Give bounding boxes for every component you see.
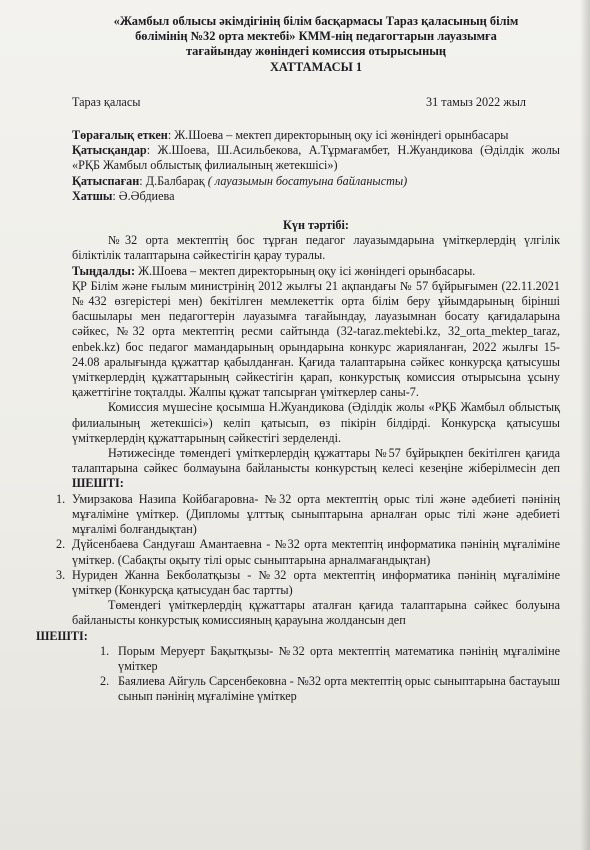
list-item bbox=[56, 491, 560, 538]
chair-label: Төрағалық еткен bbox=[72, 128, 168, 143]
commission-paragraph: Комиссия мүшесіне қосымша Н.Жуандикова (Әділдік жолы «РҚБ Жамбыл облыстық филиалының жетекшісі») келіп қатысып, өз пікірін білдірді. Конкурсқа қатысушы үміткерлердің құжаттарының сәйкестігі зерделенді. bbox=[72, 400, 560, 445]
date: 31 тамыз 2022 жыл bbox=[426, 94, 526, 109]
list-item-text: Нуриден Жанна Бекболатқызы - №32 орта мектептің информатика пәнінің мұғаліміне үміткер (Конкурсқа қатысудан бас тартты) bbox=[72, 567, 560, 597]
accepted-paragraph bbox=[36, 598, 560, 644]
agenda-text: №32 орта мектептің бос тұрған педагог лауазымдарына үміткерлердің үлгілік біліктілік талаптарына сәйкестігін қарау туралы. bbox=[72, 233, 560, 263]
list-item bbox=[100, 674, 560, 704]
document-content bbox=[36, 14, 560, 705]
list-number: 3. bbox=[56, 567, 66, 582]
listened-body: ҚР Білім және ғылым министрінің 2012 жылғы 21 ақпандағы № 57 бұйрығымен (22.11.2021 №432 өзгерістері мен) бекітілген мемлекеттік орта білім беру ұйымдарының бірінші басшылары мен педагогтерін лауазымға тағайындау, лауазымнан босату қағидаларына сәйкес, №32 орта мектептің ресми сайтында (32-taraz.mektebi.kz, 32_orta_mektep_taraz, enbek.kz) бос педагог мамандарының орындарына конкурс жарияланған, 2022 жылғы 15-24.08 аралығында құжаттар қабылданған. Қағида талаптарына сәйкес конкурсқа қатысушы үміткерлердің құжаттарының сәйкестігін қарап, конкурстық комиссия отырысына ұсыну қажеттігіне тоқталды. Жалпы құжат тапсырған үміткерлер саны-7. bbox=[72, 278, 560, 400]
list-item bbox=[56, 537, 560, 567]
participants-text: : Ж.Шоева, Ш.Асильбекова, А.Тұрмағамбет, Н.Жуандикова (Әділдік жолы «РҚБ Жамбыл облыстық филиалының жетекшісі») bbox=[72, 143, 560, 173]
secretary-text: : Ә.Әбдиева bbox=[112, 188, 175, 203]
list-item bbox=[56, 567, 560, 598]
accepted-list bbox=[72, 644, 560, 705]
absent-line bbox=[72, 174, 560, 189]
listened-label: Тыңдалды: bbox=[72, 263, 136, 278]
list-item-text: Умирзакова Назипа Койбагаровна- №32 орта мектептің орыс тілі және әдебиеті пәнінің мұғаліміне үміткер. (Дипломы ұлттық сыныптарына арналған орыс тілі және әдебиеті мұғалімі болғандықтан) bbox=[72, 491, 560, 537]
title-line: бөлімінің №32 орта мектебі» КММ-нің педагогтарын лауазымға bbox=[135, 29, 497, 44]
list-number: 2. bbox=[100, 674, 110, 689]
absent-note: ( лауазымын босатуына байланысты) bbox=[207, 173, 408, 188]
listened-text: Ж.Шоева – мектеп директорының оқу ісі жөніндегі орынбасары. bbox=[135, 263, 476, 278]
list-item-text: Баялиева Айгуль Сарсенбековна - №32 орта мектептің орыс сыныптарына бастауыш сынып пәнінің мұғаліміне үміткер bbox=[118, 674, 560, 704]
decision-label: ШЕШТІ: bbox=[36, 628, 88, 643]
document-title bbox=[78, 14, 554, 75]
chair-text: : Ж.Шоева – мектеп директорының оқу ісі жөніндегі орынбасары bbox=[167, 128, 509, 143]
participants-label: Қатысқандар bbox=[72, 143, 147, 158]
absent-label: Қатыспаған bbox=[72, 173, 140, 188]
list-number: 2. bbox=[56, 537, 66, 552]
meeting-meta bbox=[72, 128, 560, 204]
title-protocol: ХАТТАМАСЫ 1 bbox=[269, 59, 363, 74]
listened-line bbox=[72, 264, 560, 279]
agenda-title: Күн тәртібі: bbox=[283, 218, 349, 233]
rejected-list bbox=[56, 491, 560, 598]
accepted-text: Төмендегі үміткерлердің құжаттары аталған қағида талаптарына сәйкес болуына байланысты конкурстық комиссияның қарауына жолдансын деп bbox=[72, 598, 560, 628]
list-item bbox=[100, 643, 560, 674]
absent-text: : Д.Балбарақ bbox=[139, 173, 208, 188]
result-paragraph bbox=[72, 446, 560, 492]
decision-label: ШЕШТІ: bbox=[72, 476, 124, 491]
secretary-line bbox=[72, 189, 560, 204]
secretary-label: Хатшы bbox=[72, 188, 113, 203]
place-date-row bbox=[72, 95, 560, 110]
chair-line bbox=[72, 128, 560, 143]
page-edge-shadow bbox=[580, 0, 590, 850]
result-text: Нәтижесінде төмендегі үміткерлердің құжаттары №57 бұйрықпен бекітілген қағида талаптарына сәйкес болмауына байланысты конкурстың келесі кезеңіне жіберілмесін деп bbox=[72, 446, 560, 476]
list-number: 1. bbox=[100, 643, 110, 658]
place: Тараз қаласы bbox=[72, 94, 141, 109]
list-number: 1. bbox=[56, 491, 66, 506]
list-item-text: Дүйсенбаева Сандуғаш Амантаевна - №32 орта мектептің информатика пәнінің мұғаліміне үміткер. (Сабақты оқыту тілі орыс сыныптарына арналмағандықтан) bbox=[72, 537, 560, 567]
participants-line bbox=[72, 143, 560, 173]
title-line: тағайындау жөніндегі комиссия отырысының bbox=[185, 44, 447, 59]
list-item-text: Порым Меруерт Бақытқызы- №32 орта мектептің математика пәнінің мұғаліміне үміткер bbox=[118, 643, 560, 673]
title-line: «Жамбыл облысы әкімдігінің білім басқармасы Тараз қаласының білім bbox=[113, 14, 519, 28]
